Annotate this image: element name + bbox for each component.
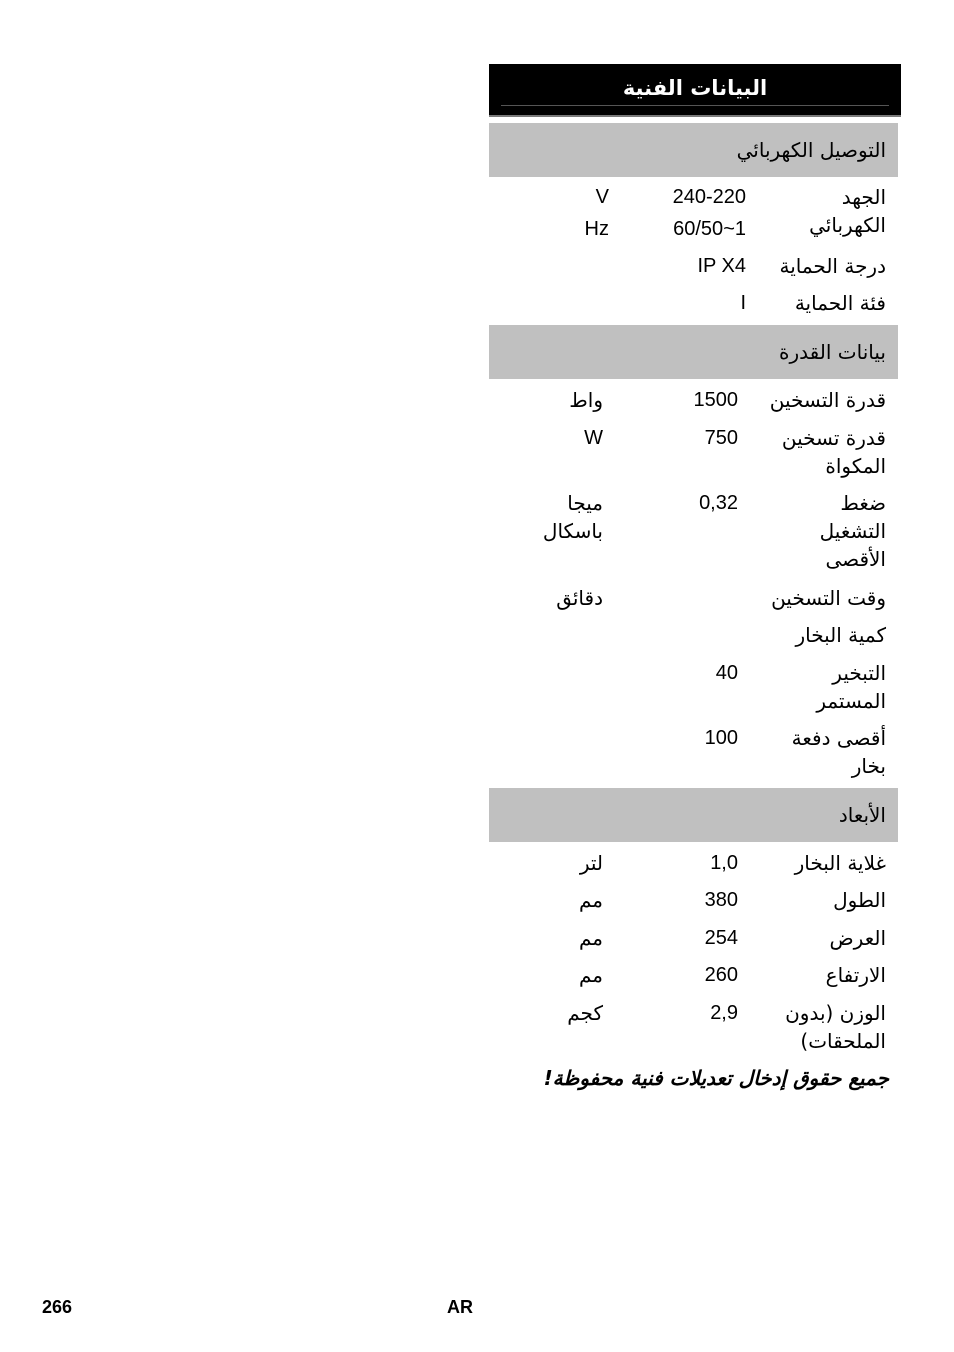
- row-value: 2,9: [710, 1002, 738, 1024]
- table-row-weight: [489, 995, 898, 1059]
- row-label: العرض: [829, 926, 886, 950]
- row-value: 0,32: [699, 492, 738, 514]
- row-label: التبخير المستمر: [816, 661, 886, 713]
- row-label: قدرة التسخين: [769, 388, 886, 412]
- table-row-heating-time: [489, 580, 898, 617]
- row-unit: كجم: [567, 1001, 603, 1025]
- row-label: وقت التسخين: [771, 586, 886, 610]
- section-title: بيانات القدرة: [779, 340, 886, 364]
- row-unit: ميجا باسكال: [542, 491, 603, 543]
- title-bar: [489, 64, 901, 117]
- row-unit: واط: [569, 388, 603, 412]
- row-value: 240-220: [672, 186, 746, 208]
- table-row-max-pressure: [489, 485, 898, 577]
- row-value: 380: [704, 889, 738, 911]
- row-value: 1~60/50: [673, 218, 746, 240]
- row-unit: دقائق: [556, 586, 603, 610]
- row-label: الطول: [833, 888, 886, 912]
- row-unit: لتر: [579, 851, 603, 875]
- technical-data-panel: [489, 64, 901, 1053]
- table-row-height: [489, 957, 898, 994]
- title-rule: [501, 105, 889, 106]
- row-value: 750: [704, 427, 738, 449]
- table-row-voltage: [489, 179, 898, 249]
- row-label: فئة الحماية: [794, 291, 886, 315]
- row-value: 260: [704, 964, 738, 986]
- row-label: الوزن (بدون الملحقات): [785, 1001, 886, 1053]
- row-label: أقصى دفعة بخار: [791, 726, 886, 778]
- language-code: AR: [447, 1297, 473, 1317]
- row-unit: Hz: [584, 218, 609, 240]
- row-label: كمية البخار: [795, 623, 886, 647]
- row-label: الارتفاع: [825, 963, 886, 987]
- row-label: درجة الحماية: [779, 254, 886, 278]
- table-row-iron-heating-power: [489, 420, 898, 484]
- row-value: 40: [715, 662, 738, 684]
- table-row-max-steam-burst: [489, 720, 898, 784]
- row-label: قدرة تسخين المكواة: [781, 426, 886, 478]
- row-label: الجهد الكهربائي: [809, 185, 886, 237]
- table-row-steam-amount: [489, 617, 898, 654]
- row-value: 254: [704, 927, 738, 949]
- table-row-protection-class: [489, 285, 898, 322]
- row-unit: V: [595, 186, 609, 208]
- row-value: IP X4: [697, 255, 746, 277]
- page-title: البيانات الفنية: [622, 76, 768, 100]
- table-row-width: [489, 920, 898, 957]
- row-unit: مم: [578, 926, 603, 950]
- section-header-power: [489, 325, 898, 379]
- table-row-length: [489, 882, 898, 919]
- section-title: الأبعاد: [838, 803, 886, 827]
- table-row-heating-power: [489, 382, 898, 419]
- row-unit: مم: [578, 888, 603, 912]
- section-title: التوصيل الكهربائي: [736, 138, 886, 162]
- table-row-boiler: [489, 845, 898, 882]
- section-header-electrical: [489, 123, 898, 177]
- table-row-continuous-steam: [489, 655, 898, 719]
- row-label: ضغط التشغيل الأقصى: [819, 491, 886, 571]
- row-label: غلاية البخار: [794, 851, 886, 875]
- table-row-protection-degree: [489, 248, 898, 285]
- rights-note: جميع حقوق إدخال تعديلات فنية محفوظة!: [543, 1066, 889, 1090]
- row-unit: W: [584, 427, 603, 449]
- row-value: 1,0: [710, 852, 738, 874]
- row-value: 1500: [693, 389, 738, 411]
- row-value: I: [740, 292, 746, 314]
- page-number: 266: [42, 1297, 73, 1317]
- section-header-dimensions: [489, 788, 898, 842]
- row-unit: مم: [578, 963, 603, 987]
- row-value: 100: [704, 727, 738, 749]
